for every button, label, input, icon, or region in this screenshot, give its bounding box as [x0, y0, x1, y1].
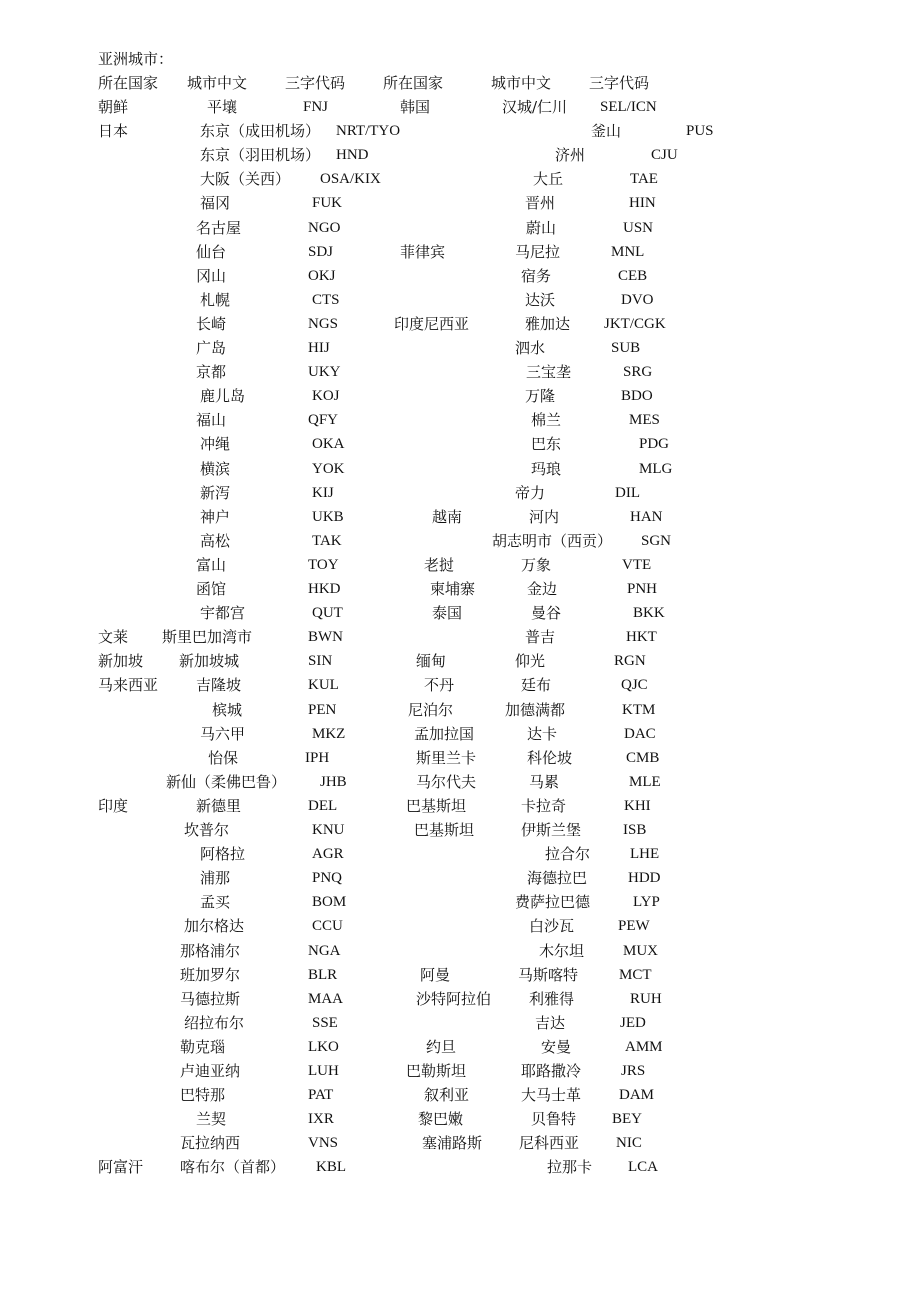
- cell-code-2: PNH: [627, 581, 658, 597]
- cell-city-1: 平壤: [207, 98, 238, 116]
- cell-country-2: 越南: [432, 508, 463, 526]
- cell-country-1: 新加坡: [98, 652, 144, 670]
- cell-city-2: 釜山: [591, 122, 622, 140]
- cell-city-1: 札幌: [200, 291, 231, 309]
- cell-city-2: 伊斯兰堡: [521, 821, 582, 839]
- cell-city-2: 白沙瓦: [529, 917, 575, 935]
- cell-code-2: JKT/CGK: [604, 316, 666, 332]
- cell-city-1: 浦那: [200, 869, 231, 887]
- cell-city-1: 加尔格达: [184, 917, 245, 935]
- cell-city-2: 汉城/仁川: [502, 98, 568, 116]
- cell-city-1: 那格浦尔: [180, 942, 241, 960]
- cell-city-2: 帝力: [515, 484, 546, 502]
- cell-country-2: 斯里兰卡: [416, 749, 477, 767]
- cell-city-2: 晋州: [525, 194, 556, 212]
- cell-city-1: 名古屋: [196, 219, 242, 237]
- cell-code-2: JED: [620, 1015, 646, 1031]
- cell-city-1: 吉隆坡: [196, 676, 242, 694]
- cell-code-1: JHB: [320, 774, 347, 790]
- cell-code-1: KBL: [316, 1159, 346, 1175]
- cell-code-1: NGS: [308, 316, 339, 332]
- cell-city-2: 宿务: [521, 267, 552, 285]
- cell-code-2: BKK: [633, 605, 665, 621]
- cell-city-2: 泗水: [515, 339, 546, 357]
- cell-code-1: NGO: [308, 220, 341, 236]
- cell-city-2: 万隆: [525, 387, 556, 405]
- cell-code-2: KHI: [624, 798, 651, 814]
- cell-city-1: 冲绳: [200, 435, 231, 453]
- cell-city-2: 加德满都: [505, 701, 566, 719]
- cell-city-1: 福山: [196, 411, 227, 429]
- cell-city-2: 达沃: [525, 291, 556, 309]
- cell-city-2: 贝鲁特: [531, 1110, 577, 1128]
- cell-code-2: DIL: [615, 485, 640, 501]
- cell-city-2: 仰光: [515, 652, 546, 670]
- cell-code-1: BWN: [308, 629, 343, 645]
- cell-code-1: FUK: [312, 195, 343, 211]
- cell-code-2: MNL: [611, 244, 645, 260]
- cell-code-2: HAN: [630, 509, 663, 525]
- header-country-1: 所在国家: [98, 74, 159, 92]
- header-country-2: 所在国家: [383, 74, 444, 92]
- cell-code-1: FNJ: [303, 99, 329, 115]
- cell-city-2: 曼谷: [531, 604, 562, 622]
- header-code-2: 三字代码: [589, 74, 650, 92]
- cell-code-1: OKA: [312, 436, 345, 452]
- cell-city-1: 坎普尔: [184, 821, 230, 839]
- cell-city-1: 神户: [200, 508, 231, 526]
- cell-country-1: 朝鲜: [98, 98, 129, 116]
- cell-code-1: LKO: [308, 1039, 339, 1055]
- cell-code-2: MES: [629, 412, 660, 428]
- cell-code-1: PAT: [308, 1087, 334, 1103]
- cell-code-2: HDD: [628, 870, 661, 886]
- cell-country-2: 印度尼西亚: [394, 315, 470, 333]
- cell-code-1: KIJ: [312, 485, 334, 501]
- cell-city-2: 科伦坡: [527, 749, 573, 767]
- cell-city-2: 大马士革: [521, 1086, 582, 1104]
- cell-country-1: 日本: [98, 122, 129, 140]
- cell-city-1: 喀布尔（首都）: [180, 1158, 286, 1176]
- cell-country-2: 巴基斯坦: [414, 821, 475, 839]
- cell-city-1: 槟城: [212, 701, 243, 719]
- cell-city-2: 吉达: [535, 1014, 566, 1032]
- cell-code-1: AGR: [312, 846, 344, 862]
- cell-code-2: MLE: [629, 774, 661, 790]
- header-city-1: 城市中文: [187, 74, 248, 92]
- cell-city-1: 鹿儿岛: [200, 387, 246, 405]
- cell-code-1: IXR: [308, 1111, 334, 1127]
- cell-code-2: TAE: [630, 171, 658, 187]
- cell-country-1: 文莱: [98, 628, 129, 646]
- cell-code-1: HKD: [308, 581, 341, 597]
- cell-city-1: 新加坡城: [179, 652, 240, 670]
- cell-city-2: 济州: [555, 146, 586, 164]
- cell-code-2: LHE: [630, 846, 660, 862]
- cell-city-2: 雅加达: [525, 315, 571, 333]
- cell-city-1: 冈山: [196, 267, 227, 285]
- cell-code-1: OKJ: [308, 268, 336, 284]
- cell-code-1: PNQ: [312, 870, 343, 886]
- cell-code-2: SUB: [611, 340, 641, 356]
- cell-code-1: PEN: [308, 702, 337, 718]
- cell-code-1: TOY: [308, 557, 339, 573]
- cell-country-2: 泰国: [432, 604, 463, 622]
- cell-code-1: QFY: [308, 412, 339, 428]
- cell-city-2: 达卡: [527, 725, 558, 743]
- cell-city-1: 斯里巴加湾市: [162, 628, 253, 646]
- cell-city-2: 马累: [529, 773, 560, 791]
- cell-city-2: 拉那卡: [547, 1158, 593, 1176]
- cell-city-1: 新仙（柔佛巴鲁）: [166, 773, 287, 791]
- cell-country-2: 菲律宾: [400, 243, 446, 261]
- cell-city-1: 京都: [196, 363, 227, 381]
- cell-country-2: 沙特阿拉伯: [416, 990, 492, 1008]
- cell-code-1: QUT: [312, 605, 343, 621]
- cell-code-2: LYP: [633, 894, 660, 910]
- cell-city-1: 卢迪亚纳: [180, 1062, 241, 1080]
- cell-city-2: 卡拉奇: [521, 797, 567, 815]
- cell-city-1: 孟买: [200, 893, 231, 911]
- cell-city-2: 胡志明市（西贡）: [492, 532, 613, 550]
- cell-code-1: BOM: [312, 894, 347, 910]
- cell-country-2: 缅甸: [416, 652, 447, 670]
- cell-city-1: 巴特那: [180, 1086, 226, 1104]
- cell-city-1: 阿格拉: [200, 845, 246, 863]
- cell-country-2: 阿曼: [420, 966, 451, 984]
- cell-country-2: 约旦: [426, 1038, 457, 1056]
- cell-code-1: TAK: [312, 533, 342, 549]
- cell-city-2: 棉兰: [531, 411, 562, 429]
- cell-city-1: 仙台: [196, 243, 227, 261]
- cell-code-2: MLG: [639, 461, 673, 477]
- cell-city-1: 广岛: [196, 339, 227, 357]
- cell-city-1: 东京（羽田机场）: [200, 146, 321, 164]
- cell-code-2: QJC: [621, 677, 648, 693]
- cell-city-2: 海德拉巴: [527, 869, 588, 887]
- cell-country-2: 老挝: [424, 556, 455, 574]
- cell-city-1: 兰契: [196, 1110, 227, 1128]
- cell-code-2: AMM: [625, 1039, 663, 1055]
- cell-code-2: BEY: [612, 1111, 642, 1127]
- cell-code-1: UKY: [308, 364, 341, 380]
- cell-code-1: DEL: [308, 798, 338, 814]
- cell-city-2: 费萨拉巴德: [515, 893, 591, 911]
- cell-code-2: SGN: [641, 533, 672, 549]
- cell-country-2: 孟加拉国: [414, 725, 475, 743]
- cell-code-1: HND: [336, 147, 369, 163]
- cell-city-2: 河内: [529, 508, 560, 526]
- cell-city-1: 横滨: [200, 460, 231, 478]
- cell-city-2: 三宝垄: [526, 363, 572, 381]
- cell-city-1: 新泻: [200, 484, 231, 502]
- cell-code-2: NIC: [616, 1135, 642, 1151]
- cell-city-2: 普吉: [525, 628, 556, 646]
- cell-code-1: YOK: [312, 461, 345, 477]
- cell-country-2: 马尔代夫: [416, 773, 477, 791]
- header-code-1: 三字代码: [285, 74, 346, 92]
- cell-city-2: 马斯喀特: [518, 966, 579, 984]
- cell-code-1: KNU: [312, 822, 345, 838]
- cell-country-1: 马来西亚: [98, 676, 159, 694]
- cell-city-2: 木尔坦: [539, 942, 585, 960]
- cell-code-1: LUH: [308, 1063, 339, 1079]
- cell-city-1: 宇都宫: [200, 604, 246, 622]
- cell-country-2: 塞浦路斯: [422, 1134, 483, 1152]
- cell-city-2: 蔚山: [526, 219, 557, 237]
- cell-city-2: 拉合尔: [545, 845, 591, 863]
- cell-city-2: 安曼: [541, 1038, 572, 1056]
- cell-country-1: 印度: [98, 797, 129, 815]
- cell-code-1: CCU: [312, 918, 343, 934]
- cell-code-2: JRS: [621, 1063, 646, 1079]
- cell-code-1: CTS: [312, 292, 340, 308]
- cell-code-1: NGA: [308, 943, 341, 959]
- cell-code-1: KUL: [308, 677, 339, 693]
- cell-country-2: 黎巴嫩: [418, 1110, 464, 1128]
- cell-code-1: MKZ: [312, 726, 346, 742]
- cell-code-1: SIN: [308, 653, 333, 669]
- cell-city-2: 廷布: [521, 676, 552, 694]
- cell-city-1: 马六甲: [200, 725, 246, 743]
- cell-city-1: 福冈: [200, 194, 231, 212]
- cell-code-2: HKT: [626, 629, 657, 645]
- cell-country-2: 韩国: [400, 98, 431, 116]
- cell-code-2: PUS: [686, 123, 714, 139]
- cell-city-2: 耶路撒冷: [521, 1062, 582, 1080]
- cell-code-2: VTE: [622, 557, 652, 573]
- cell-city-1: 怡保: [208, 749, 239, 767]
- cell-code-1: OSA/KIX: [320, 171, 381, 187]
- cell-city-1: 长崎: [196, 315, 227, 333]
- cell-code-1: KOJ: [312, 388, 340, 404]
- cell-code-2: CJU: [651, 147, 678, 163]
- cell-code-1: MAA: [308, 991, 344, 1007]
- cell-code-2: LCA: [628, 1159, 658, 1175]
- cell-city-1: 班加罗尔: [180, 966, 241, 984]
- cell-code-2: RUH: [630, 991, 662, 1007]
- cell-city-1: 东京（成田机场）: [200, 122, 321, 140]
- cell-city-1: 勒克瑙: [180, 1038, 226, 1056]
- cell-city-2: 利雅得: [529, 990, 575, 1008]
- cell-city-2: 马尼拉: [515, 243, 561, 261]
- cell-code-1: HIJ: [308, 340, 330, 356]
- cell-code-2: MUX: [623, 943, 659, 959]
- cell-code-1: IPH: [305, 750, 330, 766]
- cell-city-1: 绍拉布尔: [184, 1014, 245, 1032]
- cell-city-2: 玛琅: [531, 460, 562, 478]
- cell-country-2: 巴基斯坦: [406, 797, 467, 815]
- cell-code-2: CMB: [626, 750, 660, 766]
- cell-code-1: UKB: [312, 509, 344, 525]
- cell-code-1: NRT/TYO: [336, 123, 401, 139]
- cell-code-2: PEW: [618, 918, 650, 934]
- cell-code-2: SEL/ICN: [600, 99, 657, 115]
- cell-code-2: KTM: [622, 702, 656, 718]
- cell-city-2: 巴东: [531, 435, 562, 453]
- cell-country-2: 巴勒斯坦: [406, 1062, 467, 1080]
- cell-code-2: DVO: [621, 292, 654, 308]
- cell-code-2: ISB: [623, 822, 647, 838]
- cell-city-1: 大阪（关西）: [200, 170, 291, 188]
- cell-city-1: 富山: [196, 556, 227, 574]
- cell-code-2: CEB: [618, 268, 648, 284]
- cell-city-1: 新德里: [196, 797, 242, 815]
- cell-country-2: 柬埔寨: [430, 580, 476, 598]
- cell-country-2: 尼泊尔: [408, 701, 454, 719]
- cell-country-1: 阿富汗: [98, 1158, 144, 1176]
- cell-code-2: DAC: [624, 726, 656, 742]
- cell-code-1: BLR: [308, 967, 338, 983]
- cell-code-1: VNS: [308, 1135, 339, 1151]
- cell-code-2: BDO: [621, 388, 653, 404]
- cell-city-1: 高松: [200, 532, 231, 550]
- cell-code-2: PDG: [639, 436, 670, 452]
- cell-city-2: 大丘: [533, 170, 564, 188]
- cell-code-2: SRG: [623, 364, 653, 380]
- cell-code-2: MCT: [619, 967, 652, 983]
- cell-city-2: 尼科西亚: [519, 1134, 580, 1152]
- cell-code-1: SDJ: [308, 244, 334, 260]
- cell-code-1: SSE: [312, 1015, 338, 1031]
- document-title: 亚洲城市：: [98, 50, 174, 68]
- cell-country-2: 叙利亚: [424, 1086, 470, 1104]
- cell-city-1: 函馆: [196, 580, 227, 598]
- cell-city-1: 瓦拉纳西: [180, 1134, 241, 1152]
- cell-country-2: 不丹: [424, 676, 455, 694]
- cell-city-2: 金边: [527, 580, 558, 598]
- cell-code-2: RGN: [614, 653, 646, 669]
- cell-city-1: 马德拉斯: [180, 990, 241, 1008]
- cell-code-2: HIN: [629, 195, 656, 211]
- header-city-2: 城市中文: [491, 74, 552, 92]
- cell-code-2: DAM: [619, 1087, 655, 1103]
- cell-code-2: USN: [623, 220, 654, 236]
- cell-city-2: 万象: [521, 556, 552, 574]
